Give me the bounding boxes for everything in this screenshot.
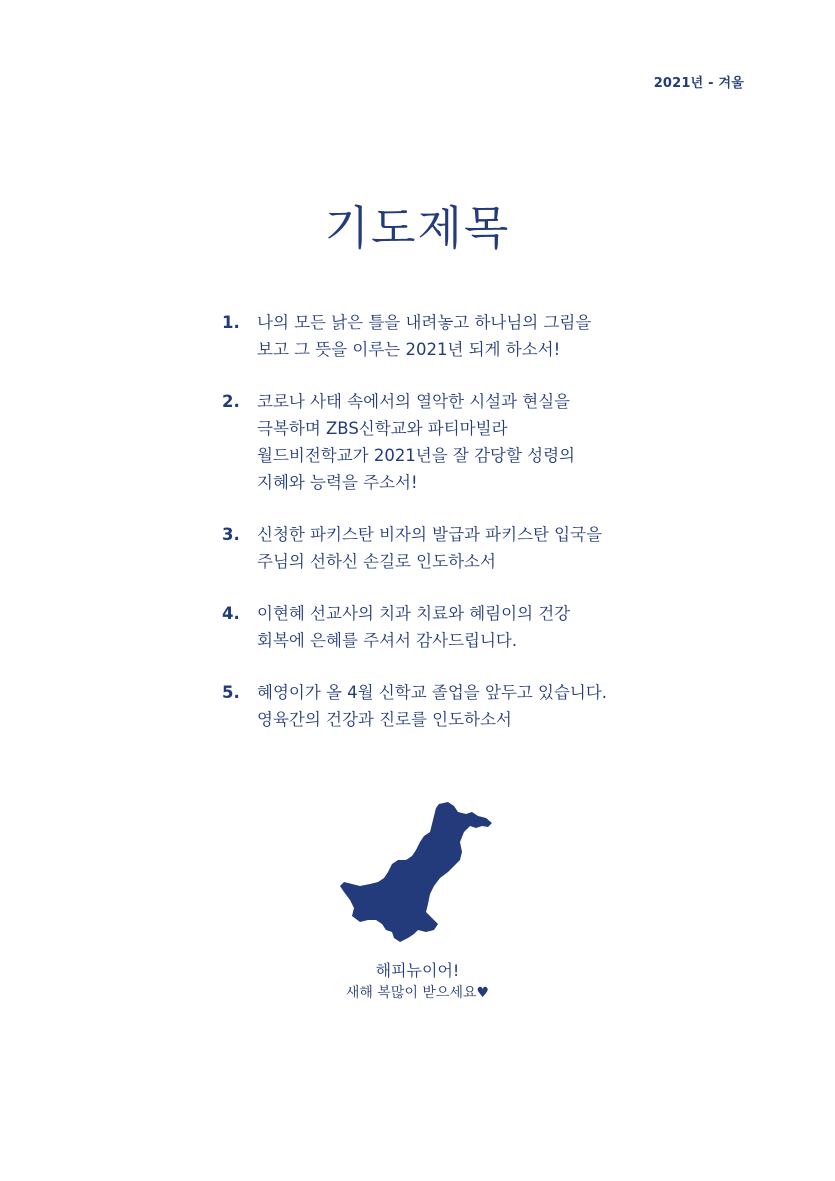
map-shape — [340, 802, 492, 942]
prayer-number: 5. — [222, 683, 240, 702]
prayer-text: 이현혜 선교사의 치과 치료와 혜림이의 건강 회복에 은혜를 주셔서 감사드립니다. — [257, 604, 571, 650]
prayer-item — [222, 388, 612, 496]
prayer-number: 2. — [222, 392, 240, 411]
season-label: 2021년 - 겨울 — [653, 76, 744, 91]
prayer-item — [222, 600, 612, 654]
greeting-sub: 새해 복많이 받으세요♥ — [345, 985, 490, 1001]
prayer-text: 나의 모든 낡은 틀을 내려놓고 하나님의 그림을 보고 그 뜻을 이루는 2021년 되게 하소서! — [257, 313, 592, 359]
greeting-main: 해피뉴이어! — [375, 961, 460, 980]
pakistan-map-icon — [336, 798, 496, 948]
greeting — [0, 960, 835, 1004]
prayer-text: 코로나 사태 속에서의 열악한 시설과 현실을 극복하며 ZBS신학교와 파티마빌라 월드비전학교가 2021년을 잘 감당할 성령의 지혜와 능력을 주소서! — [257, 392, 575, 492]
prayer-item — [222, 679, 612, 733]
prayer-text: 신청한 파키스탄 비자의 발급과 파키스탄 입국을 주님의 선하신 손길로 인도하소서 — [257, 525, 603, 571]
prayer-item — [222, 521, 612, 575]
prayer-number: 1. — [222, 313, 240, 332]
prayer-item — [222, 309, 612, 363]
prayer-text: 혜영이가 올 4월 신학교 졸업을 앞두고 있습니다. 영육간의 건강과 진로를 인도하소서 — [257, 683, 608, 729]
prayer-list — [222, 309, 612, 758]
prayer-number: 4. — [222, 604, 240, 623]
prayer-number: 3. — [222, 525, 240, 544]
page-title: 기도제목 — [324, 201, 511, 255]
